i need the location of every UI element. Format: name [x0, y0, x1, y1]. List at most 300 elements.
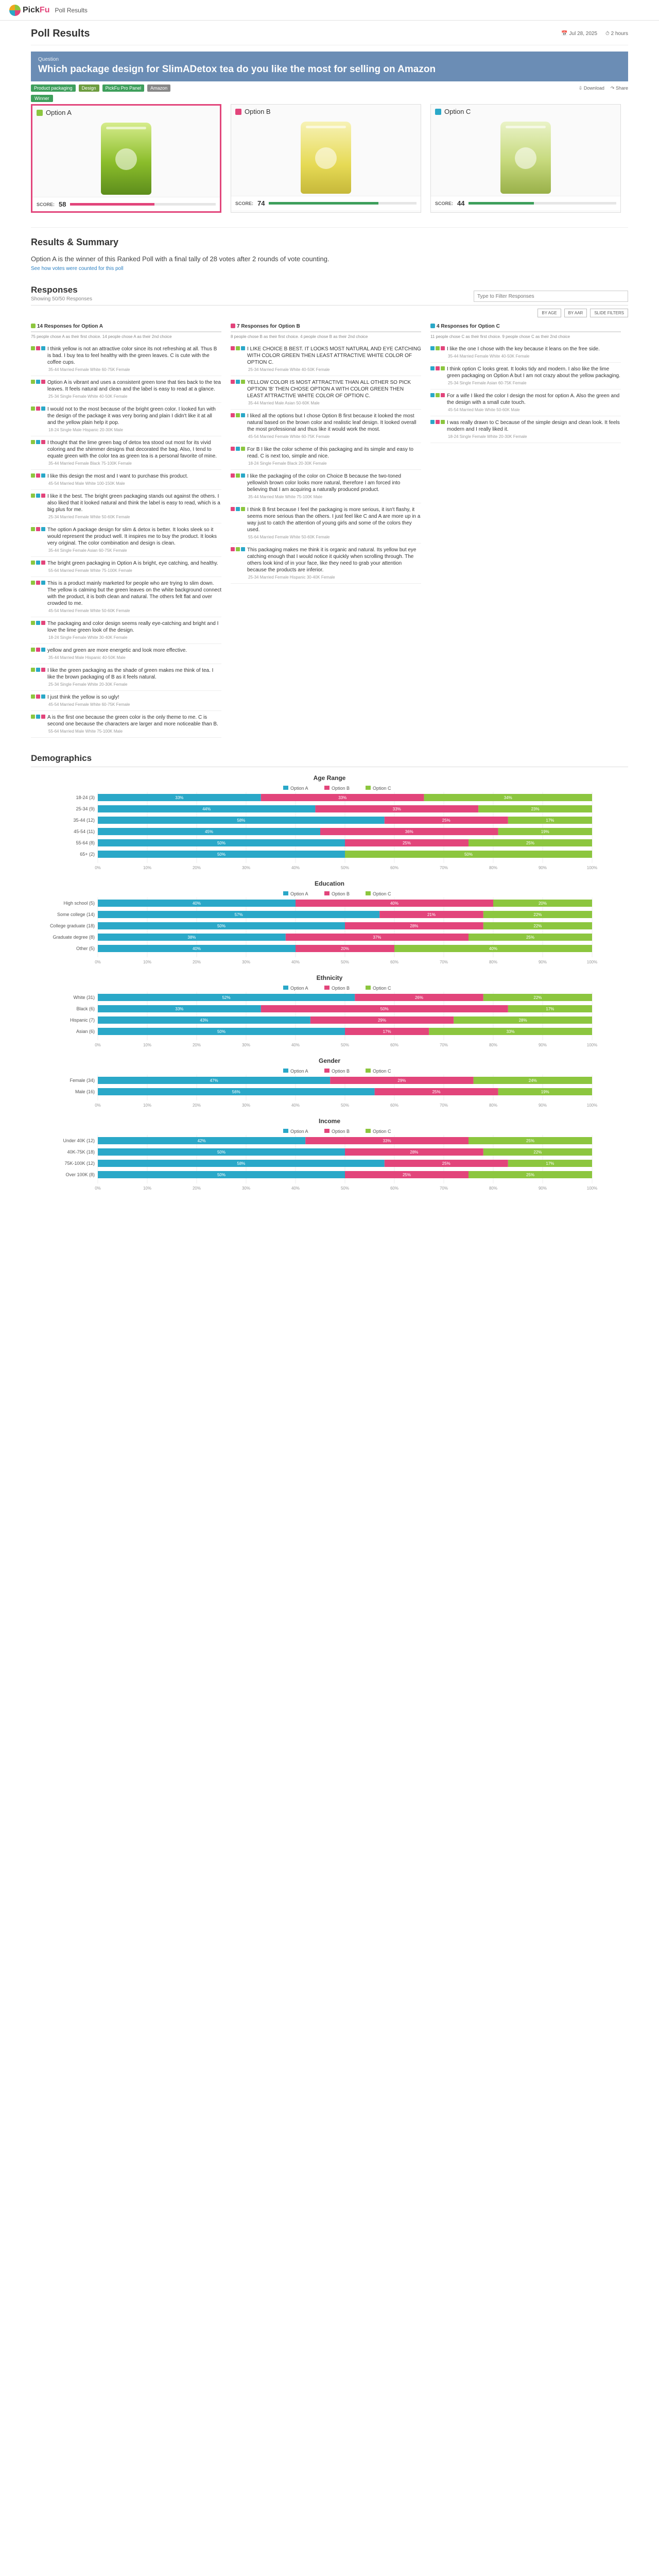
- bar-value-label: 25%: [526, 841, 535, 845]
- option-a-score: 58: [59, 200, 66, 208]
- rank-dot: [31, 346, 35, 350]
- axis-tick-label: 80%: [489, 1103, 498, 1108]
- legend-swatch: [366, 986, 371, 990]
- page-title: Poll Results: [31, 28, 90, 39]
- bar-value-label: 26%: [414, 995, 424, 1000]
- top-bar: [0, 0, 659, 21]
- demographic-chart: [31, 880, 628, 967]
- response-text: I think B first because I feel the packaging is more serious, it isn't flashy, it seems more serious than the others. I just feel like C and A are more up in a way just to catch the attention of young girls and some of the colors they used.: [247, 507, 421, 533]
- rank-dot: [36, 621, 40, 625]
- respondent-demographics: 55-64 Married Female White 50-60K Female: [248, 535, 330, 539]
- response-text: I think option C looks great. It looks tidy and modern. I also like the lime green packaging on Option A but I am not crazy about the yellow packaging.: [447, 366, 620, 379]
- response-card[interactable]: [231, 503, 421, 544]
- logo-mark-icon: [9, 5, 21, 16]
- category-label: 40K-75K (18): [67, 1149, 95, 1155]
- response-text: I like it the best. The bright green packaging stands out against the others. I also liked that it looked natural and think the label is easy to read, which is a big plus for me.: [47, 494, 220, 513]
- response-text: I like the packaging of the color on Choice B because the two-toned yellowish brown color looks more natural, therefore I am forced into believing that I am acquiring a naturally produced product.: [247, 473, 402, 493]
- axis-tick-label: 10%: [143, 1186, 152, 1191]
- axis-tick-label: 90%: [538, 960, 547, 964]
- response-card[interactable]: [31, 664, 221, 691]
- download-button[interactable]: ⇩ Download: [578, 85, 604, 91]
- axis-tick-label: 100%: [586, 1186, 598, 1191]
- respondent-demographics: 55-64 Married Male White 75-100K Male: [48, 729, 123, 734]
- response-card[interactable]: [430, 343, 621, 363]
- bar-value-label: 50%: [217, 1150, 226, 1155]
- rank-dot: [430, 346, 435, 350]
- results-section: [31, 227, 628, 272]
- rank-dot: [441, 393, 445, 397]
- option-b-score: 74: [257, 199, 265, 207]
- demographic-chart: [31, 1057, 628, 1110]
- rank-dot: [41, 494, 45, 498]
- response-text: yellow and green are more energetic and look more effective.: [47, 648, 187, 653]
- category-label: Graduate degree (8): [53, 935, 95, 940]
- rank-dot: [31, 561, 35, 565]
- response-card[interactable]: [231, 470, 421, 503]
- bar-value-label: 40%: [192, 901, 201, 906]
- rank-dot: [36, 561, 40, 565]
- axis-tick-label: 40%: [291, 960, 300, 964]
- axis-tick-label: 50%: [340, 1043, 350, 1047]
- response-card[interactable]: [31, 711, 221, 738]
- option-swatch: [31, 324, 36, 328]
- legend-swatch: [324, 1129, 330, 1133]
- rank-dot: [31, 715, 35, 719]
- demographics-section: [31, 753, 628, 1193]
- respondent-demographics: 25-34 Single Female Asian 60-75K Female: [448, 381, 527, 385]
- response-columns: [31, 321, 628, 738]
- score-label: SCORE:: [235, 200, 254, 206]
- category-label: 25-34 (9): [76, 806, 95, 811]
- stacked-bar-chart: [31, 784, 628, 871]
- option-swatch: [231, 324, 235, 328]
- option-b-image[interactable]: [231, 118, 421, 196]
- bar-value-label: 33%: [175, 1007, 184, 1011]
- response-text: I like the one I chose with the key because it leans on the free side.: [447, 346, 600, 352]
- bar-value-label: 22%: [533, 1150, 542, 1155]
- response-text: I liked all the options but I chose Option B first because it looked the most natural based on the brown color and realistic leaf design. It looked overall the most professional and thus like it would work the most.: [247, 413, 417, 432]
- chart-title: Ethnicity: [316, 974, 343, 981]
- legend-label: Option C: [373, 1129, 391, 1134]
- bar-value-label: 43%: [200, 1018, 209, 1023]
- rank-dot: [31, 380, 35, 384]
- responses-title: Responses: [31, 285, 78, 295]
- bar-value-label: 17%: [546, 1007, 554, 1011]
- legend-label: Option A: [290, 1129, 308, 1134]
- rank-dot: [31, 694, 35, 699]
- response-text: YELLOW COLOR IS MOST ATTRACTIVE THAN ALL OTHER SO PICK OPTION 'B' THEN CHOSE OPTION A WITH COLOR GREEN THEN LEAST ATTRACTIVE WHITE COLOR OF OPTION C.: [247, 380, 411, 399]
- respondent-demographics: 35-44 Single Female Asian 60-75K Female: [48, 548, 127, 553]
- axis-tick-label: 60%: [390, 866, 399, 870]
- bar-value-label: 33%: [383, 1139, 391, 1143]
- ranking-dots: [31, 379, 45, 393]
- rank-dot: [41, 648, 45, 652]
- rank-dot: [31, 473, 35, 478]
- option-a-card[interactable]: [31, 104, 221, 213]
- response-card[interactable]: [430, 363, 621, 389]
- axis-tick-label: 20%: [192, 1043, 201, 1047]
- ranking-dots: [31, 439, 45, 460]
- axis-tick-label: 90%: [538, 1043, 547, 1047]
- option-b-card[interactable]: [231, 104, 421, 213]
- winner-badge: Winner: [31, 95, 53, 102]
- axis-tick-label: 10%: [143, 866, 152, 870]
- bar-value-label: 23%: [531, 807, 540, 811]
- axis-tick-label: 10%: [143, 1103, 152, 1108]
- axis-tick-label: 40%: [291, 866, 300, 870]
- stacked-bar-chart: [31, 1127, 628, 1192]
- ranking-dots: [31, 527, 45, 547]
- share-button[interactable]: ↷ Share: [610, 85, 628, 91]
- chart-title: Education: [314, 880, 344, 887]
- bar-value-label: 40%: [192, 946, 201, 951]
- rank-dot: [236, 413, 240, 417]
- category-label: Asian (6): [76, 1029, 95, 1034]
- legend-swatch: [283, 786, 288, 790]
- response-column: [430, 321, 621, 738]
- bar-value-label: 36%: [405, 829, 413, 834]
- tea-pouch-icon: [500, 122, 551, 194]
- legend-swatch: [283, 986, 288, 990]
- option-a-image[interactable]: [32, 120, 220, 197]
- tag[interactable]: Amazon: [147, 84, 170, 92]
- bar-value-label: 47%: [210, 1078, 218, 1083]
- ranking-dots: [31, 647, 45, 654]
- ranking-dots: [31, 694, 45, 701]
- axis-tick-label: 80%: [489, 960, 498, 964]
- axis-tick-label: 50%: [340, 866, 350, 870]
- respondent-demographics: 35-44 Married Female White 60-75K Female: [48, 367, 130, 372]
- respondent-demographics: 25-34 Single Female White 20-30K Female: [48, 682, 128, 687]
- rank-dot: [36, 440, 40, 444]
- axis-tick-label: 80%: [489, 866, 498, 870]
- options-row: [31, 104, 628, 213]
- response-card[interactable]: [231, 410, 421, 443]
- response-text: Option A is vibrant and uses a consistent green tone that ties back to the tea leaves. It feels natural and clean and the label is easy to read at a glance.: [47, 380, 221, 392]
- rank-dot: [41, 527, 45, 531]
- axis-tick-label: 30%: [241, 866, 251, 870]
- response-card[interactable]: [231, 376, 421, 410]
- respondent-demographics: 55-64 Married Female White 75-100K Female: [48, 568, 132, 573]
- rank-dot: [231, 473, 235, 478]
- respondent-demographics: 35-44 Married Female White 40-50K Female: [448, 354, 530, 359]
- response-column-subtitle: 11 people chose C as their first choice. 9 people chose C as their 2nd choice: [430, 334, 570, 339]
- category-label: Over 100K (8): [65, 1172, 95, 1177]
- respondent-demographics: 18-24 Single Female White 30-40K Female: [48, 635, 128, 640]
- rank-dot: [436, 393, 440, 397]
- rank-dot: [31, 440, 35, 444]
- rank-dot: [430, 420, 435, 424]
- ranking-dots: [31, 620, 45, 634]
- ranking-dots: [231, 346, 245, 366]
- ranking-dots: [430, 393, 445, 406]
- axis-tick-label: 70%: [439, 1186, 448, 1191]
- legend-label: Option A: [290, 891, 308, 896]
- rank-dot: [31, 494, 35, 498]
- response-text: I thought that the lime green bag of detox tea stood out most for its vivid coloring and the shimmer designs that decorated the bag. Also, I tend to equate green with the color tea as green tea is a personal favorite of mine.: [47, 440, 217, 459]
- rank-dot: [430, 366, 435, 370]
- bar-value-label: 25%: [526, 1139, 535, 1143]
- rank-dot: [236, 346, 240, 350]
- ranking-dots: [231, 473, 245, 493]
- category-label: 65+ (2): [80, 852, 95, 857]
- option-c-swatch: [435, 109, 441, 115]
- respondent-demographics: 25-34 Married Female Hispanic 30-40K Female: [248, 575, 335, 580]
- option-c-card[interactable]: [430, 104, 621, 213]
- response-column: [31, 321, 221, 738]
- rank-dot: [441, 420, 445, 424]
- bar-value-label: 50%: [217, 841, 226, 845]
- rank-dot: [36, 406, 40, 411]
- tag[interactable]: Design: [79, 84, 99, 92]
- responses-count: Showing 50/50 Responses: [31, 296, 92, 302]
- category-label: Hispanic (7): [70, 1018, 95, 1023]
- ranking-dots: [430, 366, 445, 379]
- response-card[interactable]: [31, 577, 221, 617]
- legend-label: Option C: [373, 986, 391, 991]
- axis-tick-label: 30%: [241, 1103, 251, 1108]
- axis-tick-label: 30%: [241, 960, 251, 964]
- bar-value-label: 50%: [217, 924, 226, 928]
- response-card[interactable]: [31, 343, 221, 376]
- response-card[interactable]: [430, 416, 621, 443]
- response-column-subtitle: 8 people chose B as their first choice. 4 people chose B as their 2nd choice: [231, 334, 368, 339]
- response-card[interactable]: [31, 490, 221, 523]
- bar-value-label: 50%: [380, 1007, 389, 1011]
- category-label: 35-44 (12): [73, 818, 95, 823]
- axis-tick-label: 50%: [340, 1103, 350, 1108]
- response-card[interactable]: [31, 403, 221, 436]
- legend-swatch: [324, 1069, 330, 1073]
- axis-tick-label: 70%: [439, 866, 448, 870]
- ranking-dots: [31, 580, 45, 607]
- bar-value-label: 17%: [546, 1161, 554, 1166]
- time-meta: ⏱ 2 hours: [605, 31, 628, 37]
- rank-dot: [41, 473, 45, 478]
- respondent-demographics: 18-24 Single Male Hispanic 20-30K Male: [48, 428, 123, 432]
- legend-label: Option A: [290, 986, 308, 991]
- response-card[interactable]: [31, 436, 221, 470]
- filter-responses-input[interactable]: [474, 291, 628, 302]
- rank-dot: [241, 447, 245, 451]
- tag[interactable]: PickFu Pro Panel: [102, 84, 145, 92]
- bar-value-label: 50%: [217, 1173, 226, 1177]
- rank-dot: [241, 507, 245, 511]
- response-column: [231, 321, 421, 738]
- tag[interactable]: Product packaging: [31, 84, 76, 92]
- axis-tick-label: 0%: [95, 1186, 101, 1191]
- rank-dot: [241, 380, 245, 384]
- ranking-dots: [31, 493, 45, 513]
- option-label: Option C: [444, 108, 471, 115]
- legend-label: Option C: [373, 891, 391, 896]
- bar-value-label: 25%: [526, 935, 535, 940]
- filter-by-age-button[interactable]: BY AGE: [537, 309, 561, 317]
- vote-counting-link[interactable]: See how votes were counted for this poll: [31, 266, 124, 272]
- rank-dot: [36, 668, 40, 672]
- axis-tick-label: 40%: [291, 1103, 300, 1108]
- category-label: Other (5): [76, 946, 95, 951]
- axis-tick-label: 100%: [586, 1103, 598, 1108]
- option-c-image[interactable]: [431, 118, 620, 196]
- axis-tick-label: 90%: [538, 1186, 547, 1191]
- response-text: I was really drawn to C because of the simple design and clean look. It feels modern and I really liked it.: [447, 420, 620, 432]
- rank-dot: [441, 346, 445, 350]
- option-label: Option B: [245, 108, 271, 115]
- slide-filters-button[interactable]: SLIDE FILTERS: [590, 309, 628, 317]
- rank-dot: [31, 621, 35, 625]
- score-bar: [269, 202, 417, 205]
- bar-value-label: 57%: [234, 912, 243, 917]
- respondent-demographics: 35-44 Married Male Asian 50-60K Male: [248, 401, 320, 405]
- ranking-dots: [231, 547, 245, 573]
- axis-tick-label: 0%: [95, 1103, 101, 1108]
- response-card[interactable]: [430, 389, 621, 416]
- score-label: SCORE:: [37, 201, 55, 207]
- axis-tick-label: 20%: [192, 1103, 201, 1108]
- legend-swatch: [366, 1129, 371, 1133]
- bar-value-label: 25%: [442, 818, 450, 823]
- question-text: Which package design for SlimADetox tea do you like the most for selling on Amazon: [38, 64, 436, 75]
- score-label: SCORE:: [435, 200, 454, 206]
- rank-dot: [41, 621, 45, 625]
- demographic-chart: [31, 1117, 628, 1193]
- response-text: I like this design the most and I want to purchase this product.: [47, 473, 188, 479]
- axis-tick-label: 70%: [439, 1043, 448, 1047]
- response-card[interactable]: [231, 343, 421, 376]
- respondent-demographics: 25-34 Single Female White 40-50K Female: [48, 394, 128, 399]
- results-title: Results & Summary: [31, 237, 119, 247]
- bar-value-label: 50%: [464, 852, 473, 857]
- rank-dot: [236, 547, 240, 551]
- response-card[interactable]: [31, 376, 221, 403]
- axis-tick-label: 0%: [95, 960, 101, 964]
- bar-value-label: 20%: [538, 901, 547, 906]
- rank-dot: [41, 380, 45, 384]
- rank-dot: [31, 581, 35, 585]
- bar-value-label: 50%: [217, 852, 226, 857]
- bar-value-label: 58%: [237, 818, 246, 823]
- rank-dot: [436, 366, 440, 370]
- ranking-dots: [430, 419, 445, 433]
- respondent-demographics: 45-54 Married Female White 60-75K Female: [48, 702, 130, 707]
- response-column-title: 7 Responses for Option B: [231, 321, 421, 332]
- response-card[interactable]: [231, 443, 421, 470]
- respondent-demographics: 45-54 Married Female White 60-75K Female: [248, 434, 330, 439]
- axis-tick-label: 60%: [390, 1186, 399, 1191]
- bar-value-label: 45%: [204, 829, 214, 834]
- response-text: A is the first one because the green color is the only theme to me. C is second one because the characters are larger and more noticeable than B.: [47, 715, 218, 727]
- bar-value-label: 33%: [392, 807, 401, 811]
- bar-value-label: 22%: [533, 924, 542, 928]
- response-card[interactable]: [231, 544, 421, 584]
- axis-tick-label: 0%: [95, 1043, 101, 1047]
- legend-label: Option C: [373, 786, 391, 791]
- logo-text: PickFu: [23, 5, 50, 14]
- rank-dot: [231, 380, 235, 384]
- axis-tick-label: 60%: [390, 1043, 399, 1047]
- rank-dot: [236, 447, 240, 451]
- bar-value-label: 29%: [397, 1078, 406, 1083]
- axis-tick-label: 100%: [586, 960, 598, 964]
- legend-swatch: [366, 891, 371, 895]
- bar-value-label: 25%: [442, 1161, 450, 1166]
- filter-by-aar-button[interactable]: BY AAR: [564, 309, 587, 317]
- option-label: Option A: [46, 109, 72, 116]
- axis-tick-label: 100%: [586, 1043, 598, 1047]
- axis-tick-label: 70%: [439, 1103, 448, 1108]
- response-card[interactable]: [31, 644, 221, 664]
- axis-tick-label: 80%: [489, 1186, 498, 1191]
- rank-dot: [231, 507, 235, 511]
- axis-tick-label: 50%: [340, 1186, 350, 1191]
- legend-label: Option C: [373, 1069, 391, 1074]
- legend-swatch: [324, 891, 330, 895]
- legend-swatch: [324, 986, 330, 990]
- response-text: I like the green packaging as the shade of green makes me think of tea. I like the brown packaging of B as it feels natural.: [47, 668, 214, 680]
- rank-dot: [31, 527, 35, 531]
- rank-dot: [36, 380, 40, 384]
- legend-label: Option A: [290, 786, 308, 791]
- stacked-bar-chart: [31, 984, 628, 1048]
- response-card[interactable]: [31, 557, 221, 577]
- bar-value-label: 28%: [410, 924, 419, 928]
- axis-tick-label: 20%: [192, 960, 201, 964]
- ranking-dots: [31, 346, 45, 366]
- legend-swatch: [283, 891, 288, 895]
- stacked-bar-chart: [31, 889, 628, 965]
- score-bar: [70, 203, 216, 206]
- rank-dot: [36, 527, 40, 531]
- response-text: For a wife I liked the color I design the most for option A. Also the green and the design with a small cute touch.: [447, 393, 620, 405]
- page-header: [31, 21, 628, 45]
- bar-value-label: 34%: [504, 795, 512, 800]
- rank-dot: [41, 668, 45, 672]
- bar-value-label: 17%: [546, 818, 554, 823]
- tea-pouch-icon: [301, 122, 351, 194]
- response-card[interactable]: [31, 691, 221, 711]
- bar-value-label: 29%: [377, 1018, 387, 1023]
- bar-value-label: 40%: [489, 946, 498, 951]
- option-a-swatch: [37, 110, 43, 116]
- pickfu-logo[interactable]: [9, 5, 49, 16]
- bar-value-label: 33%: [175, 795, 184, 800]
- axis-tick-label: 90%: [538, 1103, 547, 1108]
- rank-dot: [441, 366, 445, 370]
- bar-value-label: 25%: [402, 841, 411, 845]
- bar-value-label: 25%: [526, 1173, 535, 1177]
- response-card[interactable]: [31, 523, 221, 557]
- rank-dot: [436, 346, 440, 350]
- response-card[interactable]: [31, 470, 221, 490]
- axis-tick-label: 80%: [489, 1043, 498, 1047]
- respondent-demographics: 35-44 Married Female Black 75-100K Female: [48, 461, 132, 466]
- ranking-dots: [231, 379, 245, 399]
- axis-tick-label: 10%: [143, 1043, 152, 1047]
- ranking-dots: [31, 406, 45, 426]
- chart-title: Gender: [318, 1057, 340, 1064]
- response-card[interactable]: [31, 617, 221, 644]
- option-b-swatch: [235, 109, 241, 115]
- response-text: This packaging makes me think it is organic and natural. Its yellow but eye catching enough that I would notice it quickly when scrolling through. The others look kind of in your face, like they need to grab your attention because the products are inferior.: [247, 547, 417, 573]
- responses-header: [31, 285, 628, 306]
- question-label: Question: [38, 57, 59, 62]
- bar-value-label: 50%: [217, 1029, 226, 1034]
- rank-dot: [41, 440, 45, 444]
- category-label: Under 40K (12): [63, 1138, 95, 1143]
- bar-value-label: 52%: [222, 995, 231, 1000]
- ranking-dots: [31, 714, 45, 727]
